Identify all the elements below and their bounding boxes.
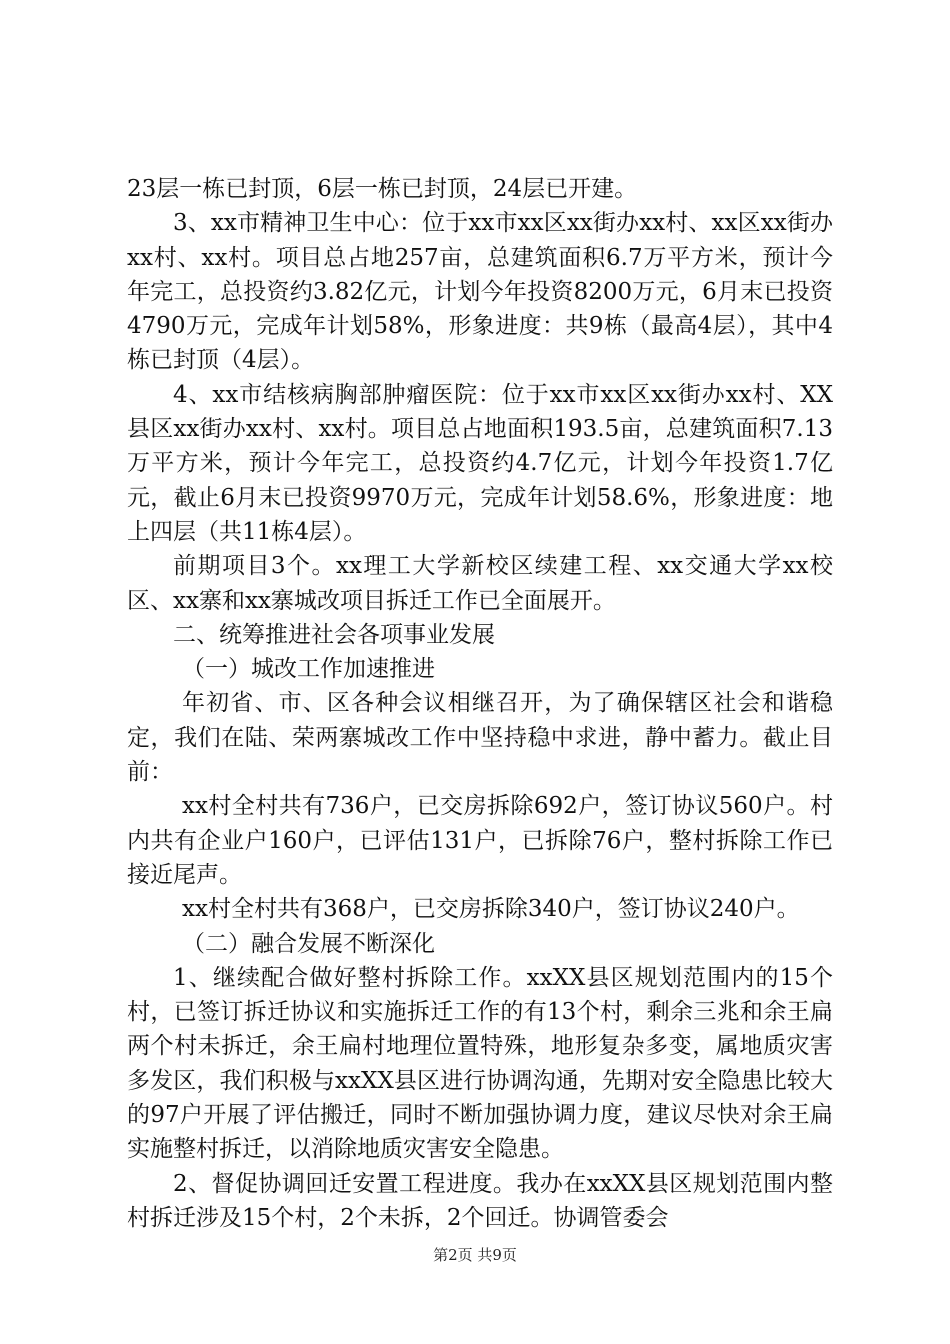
page-footer: 第2页 共9页 [433,1246,517,1264]
document-body [127,172,833,1235]
paragraph-9: 2、督促协调回迁安置工程进度。我办在xxXX县区规划范围内整村拆迁涉及15个村，2个未拆，2个回迁。协调管委会 [127,1170,833,1231]
paragraph-4: 前期项目3个。xx理工大学新校区续建工程、xx交通大学xx校区、xx寨和xx寨城改项目拆迁工作已全面展开。 [127,553,833,614]
paragraph-6: xx村全村共有736户，已交房拆除692户，签订协议560户。村内共有企业户160户，已评估131户，已拆除76户，整村拆除工作已接近尾声。 [127,793,833,888]
subsection-heading-1: （一）城改工作加速推进 [182,656,435,683]
subsection-heading-2: （二）融合发展不断深化 [182,930,435,957]
paragraph-7: xx村全村共有368户，已交房拆除340户，签订协议240户。 [182,896,800,923]
paragraph-8: 1、继续配合做好整村拆除工作。xxXX县区规划范围内的15个村，已签订拆迁协议和实施拆迁工作的有13个村，剩余三兆和余王扁两个村未拆迁，余王扁村地理位置特殊，地形复杂多变，属地质灾害多发区，我们积极与xxXX县区进行协调沟通，先期对安全隐患比较大的97户开展了评估搬迁，同时不断加强协调力度，建议尽快对余王扁实施整村拆迁，以消除地质灾害安全隐患。 [127,964,833,1163]
paragraph-1: 23层一栋已封顶，6层一栋已封顶，24层已开建。 [127,176,638,202]
paragraph-3: 4、xx市结核病胸部肿瘤医院：位于xx市xx区xx街办xx村、XX县区xx街办xx村、xx村。项目总占地面积193.5亩，总建筑面积7.13万平方米，预计今年完工，总投资约4.7亿元，计划今年投资1.7亿元，截止6月末已投资9970万元，完成年计划58.6%，形象进度：地上四层（共11栋4层）。 [127,381,833,545]
paragraph-5: 年初省、市、区各种会议相继召开，为了确保辖区社会和谐稳定，我们在陆、荣两寨城改工作中坚持稳中求进，静中蓄力。截止目前： [127,690,833,786]
paragraph-2: 3、xx市精神卫生中心：位于xx市xx区xx街办xx村、xx区xx街办xx村、xx村。项目总占地257亩，总建筑面积6.7万平方米，预计今年完工，总投资约3.82亿元，计划今年投资8200万元，6月末已投资4790万元，完成年计划58%，形象进度：共9栋（最高4层），其中4栋已封顶（4层）。 [127,210,833,374]
section-heading-2: 二、统筹推进社会各项事业发展 [173,621,495,648]
